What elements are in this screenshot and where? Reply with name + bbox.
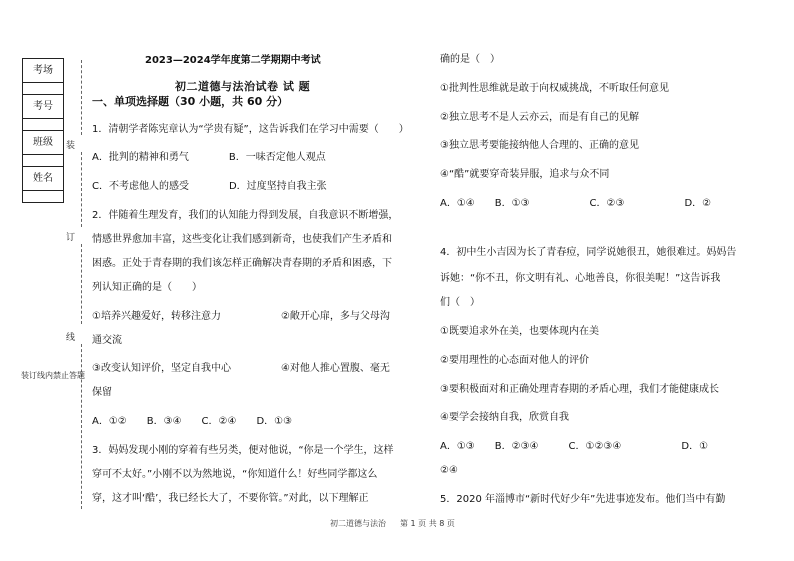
page-footer xyxy=(330,518,469,529)
footer-subject: 初二道德与法治 xyxy=(330,519,386,528)
question-line: 困惑。正处于青春期的我们该怎样正确解决青春期的矛盾和困惑，下 xyxy=(92,258,392,269)
field-class-blank[interactable] xyxy=(23,155,64,167)
binding-char-ding: 订 xyxy=(66,233,76,243)
question-line: 通交流 xyxy=(92,335,122,346)
question-line: 4．初中生小吉因为长了青春痘，同学说她很丑，她很难过。妈妈告 xyxy=(440,247,737,258)
question-line: ③改变认知评价，坚定自我中心 ④对他人推心置腹、毫无 xyxy=(92,363,390,374)
question-line: A．①② B．③④ C．②④ D．①③ xyxy=(92,416,293,427)
paper-title: 初二道德与法治试卷 试 题 xyxy=(175,80,311,93)
footer-page-number: 第 1 页 共 8 页 xyxy=(400,519,455,528)
question-line: 诉她：“你不丑，你文明有礼、心地善良，你很美呢！”这告诉我 xyxy=(440,273,721,284)
question-line: ④“酷”就要穿奇装异服，追求与众不同 xyxy=(440,169,610,180)
binding-line-top xyxy=(81,60,82,135)
field-exam-room-label: 考场 xyxy=(23,59,64,83)
binding-char-xian: 线 xyxy=(66,333,76,343)
question-line: ①培养兴趣爱好，转移注意力 ②敞开心扉，多与父母沟 xyxy=(92,311,390,322)
question-line: A．①③ B．②③④ C．①②③④ D．① xyxy=(440,441,709,452)
question-line: 1．清朝学者陈宪章认为“学贵有疑”，这告诉我们在学习中需要（ ） xyxy=(92,124,409,135)
student-info-table xyxy=(22,58,64,203)
binding-line-lower xyxy=(81,244,82,324)
binding-line-bottom xyxy=(81,344,82,509)
question-line: 保留 xyxy=(92,387,112,398)
question-line: 穿可不太好。”小刚不以为然地说，“你知道什么！好些同学都这么 xyxy=(92,469,378,480)
question-line: 3．妈妈发现小刚的穿着有些另类，便对他说，“你是一个学生，这样 xyxy=(92,445,394,456)
question-line: 们（ ） xyxy=(440,297,480,308)
question-line: 5．2020 年淄博市“新时代好少年”先进事迹发布。他们当中有勤 xyxy=(440,494,726,505)
question-line: ④要学会接纳自我，欣赏自我 xyxy=(440,412,569,423)
left-column xyxy=(92,0,432,561)
binding-line-middle xyxy=(81,152,82,227)
question-line: ①批判性思维就是敢于向权威挑战，不听取任何意见 xyxy=(440,83,669,94)
question-line: A．批判的精神和勇气 B．一味否定他人观点 xyxy=(92,152,326,163)
question-line: 2．伴随着生理发育，我们的认知能力得到发展，自我意识不断增强， xyxy=(92,210,399,221)
field-exam-number-label: 考号 xyxy=(23,95,64,119)
section-heading: 一、单项选择题（30 小题，共 60 分） xyxy=(92,95,289,108)
question-line: ②④ xyxy=(440,465,458,476)
question-line: ②要用理性的心态面对他人的评价 xyxy=(440,355,589,366)
field-class-label: 班级 xyxy=(23,131,64,155)
field-exam-number-blank[interactable] xyxy=(23,119,64,131)
question-line: C．不考虑他人的感受 D．过度坚持自我主张 xyxy=(92,181,327,192)
binding-warning-note: 装订线内禁止答题 xyxy=(21,371,85,380)
right-column xyxy=(440,0,780,561)
question-line: A．①④ B．①③ C．②③ D．② xyxy=(440,198,712,209)
field-exam-room-blank[interactable] xyxy=(23,83,64,95)
binding-char-zhuang: 装 xyxy=(66,141,76,151)
question-line: 情感世界愈加丰富，这些变化让我们感到新奇，也使我们产生矛盾和 xyxy=(92,234,392,245)
question-line: ③要积极面对和正确处理青春期的矛盾心理，我们才能健康成长 xyxy=(440,384,719,395)
question-line: ②独立思考不是人云亦云，而是有自己的见解 xyxy=(440,112,639,123)
field-name-blank[interactable] xyxy=(23,191,64,203)
field-name-label: 姓名 xyxy=(23,167,64,191)
question-line: 穿，这才叫‘酷’，我已经长大了，不要你管。”对此，以下理解正 xyxy=(92,493,369,504)
exam-title: 2023—2024学年度第二学期期中考试 xyxy=(145,55,321,66)
question-line: 列认知正确的是（ ） xyxy=(92,282,202,293)
question-line: ①既要追求外在美，也要体现内在美 xyxy=(440,326,599,337)
question-line: ③独立思考要能接纳他人合理的、正确的意见 xyxy=(440,140,639,151)
question-line: 确的是（ ） xyxy=(440,54,500,65)
